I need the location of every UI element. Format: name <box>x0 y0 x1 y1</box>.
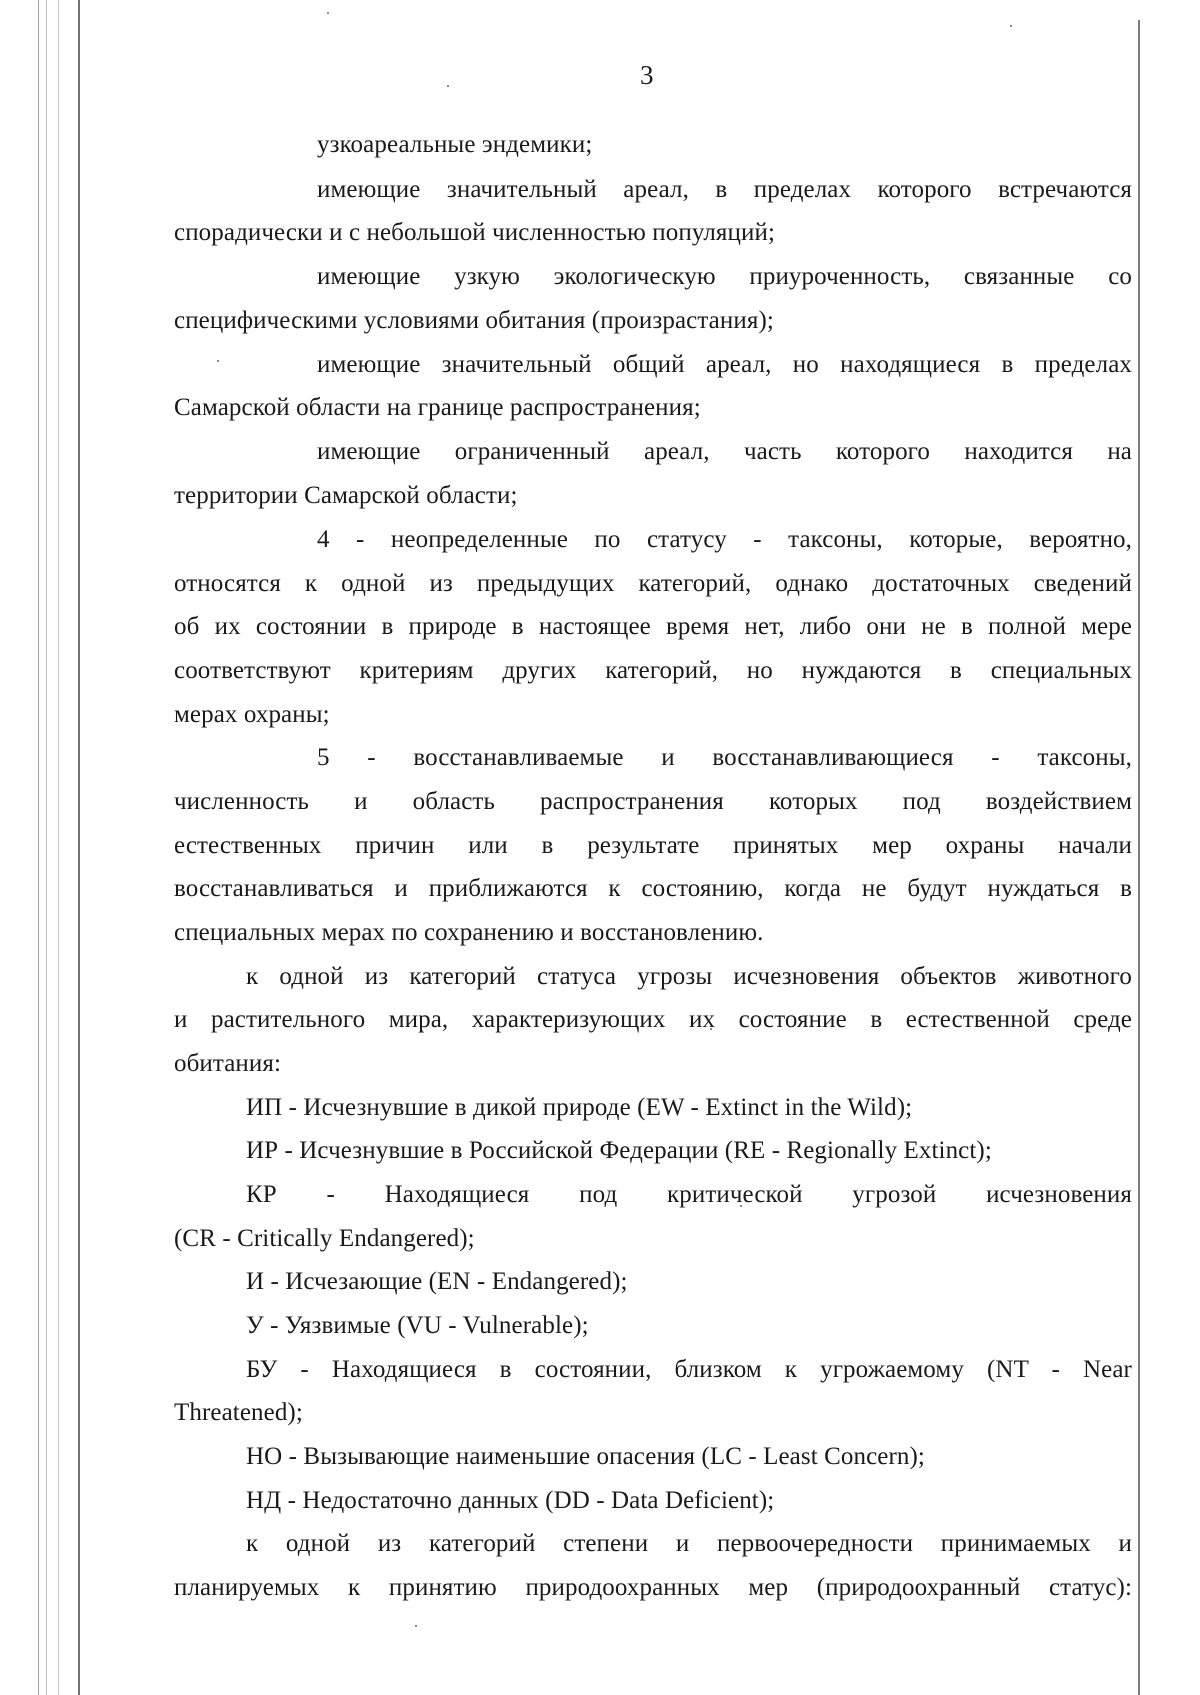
text-line: и растительного мира, характеризующих их состояние в естественной среде <box>174 1006 1132 1033</box>
text-line: мерах охраны; <box>174 701 330 728</box>
text-line: восстанавливаться и приближаются к состоянию, когда не будут нуждаться в <box>174 875 1132 902</box>
scan-speck <box>327 12 329 14</box>
text-line: (CR - Critically Endangered); <box>174 1225 475 1252</box>
text-line: спорадически и с небольшой численностью популяций; <box>174 219 775 246</box>
text-line: 4 - неопределенные по статусу - таксоны, которые, вероятно, <box>317 526 1132 553</box>
text-line: планируемых к принятию природоохранных мер (природоохранный статус): <box>174 1574 1132 1601</box>
text-line: об их состоянии в природе в настоящее время нет, либо они не в полной мере <box>174 613 1132 640</box>
text-line: Самарской области на границе распространения; <box>174 394 701 421</box>
text-line: И - Исчезающие (EN - Endangered); <box>246 1268 628 1295</box>
text-line: ИП - Исчезнувшие в дикой природе (EW - Extinct in the Wild); <box>246 1094 913 1121</box>
text-line: У - Уязвимые (VU - Vulnerable); <box>246 1312 589 1339</box>
text-line: численность и область распространения которых под воздействием <box>174 788 1132 815</box>
scan-binding-line <box>78 0 80 1695</box>
text-line: соответствуют критериям других категорий, но нуждаются в специальных <box>174 657 1132 684</box>
text-line: КР - Находящиеся под критической угрозой исчезновения <box>246 1181 1132 1208</box>
text-line: имеющие значительный общий ареал, но находящиеся в пределах <box>317 351 1132 378</box>
scan-binding-line <box>46 0 47 1695</box>
text-line: 5 - восстанавливаемые и восстанавливающиеся - таксоны, <box>317 744 1132 771</box>
text-line: НО - Вызывающие наименьшие опасения (LC - Least Concern); <box>246 1443 925 1470</box>
text-line: имеющие значительный ареал, в пределах которого встречаются <box>317 176 1132 203</box>
text-line: ИР - Исчезнувшие в Российской Федерации (RE - Regionally Extinct); <box>246 1137 992 1164</box>
text-line: специфическими условиями обитания (произрастания); <box>174 307 774 334</box>
scan-speck <box>1010 25 1012 27</box>
scan-binding-line <box>58 0 59 1695</box>
text-line: к одной из категорий статуса угрозы исчезновения объектов животного <box>246 963 1132 990</box>
text-line: к одной из категорий степени и первоочередности принимаемых и <box>246 1530 1132 1557</box>
scan-edge-line <box>1138 20 1140 1695</box>
text-line: естественных причин или в результате принятых мер охраны начали <box>174 832 1132 859</box>
text-line: имеющие ограниченный ареал, часть которого находится на <box>317 438 1132 465</box>
text-line: специальных мерах по сохранению и восстановлению. <box>174 919 764 946</box>
text-line: БУ - Находящиеся в состоянии, близком к угрожаемому (NT - Near <box>246 1356 1132 1383</box>
scan-speck <box>447 85 449 87</box>
text-line: узкоареальные эндемики; <box>317 131 593 158</box>
scan-speck <box>415 1625 417 1627</box>
text-line: имеющие узкую экологическую приуроченность, связанные со <box>317 263 1132 290</box>
text-line: НД - Недостаточно данных (DD - Data Deficient); <box>246 1487 775 1514</box>
text-line: относятся к одной из предыдущих категорий, однако достаточных сведений <box>174 570 1132 597</box>
scan-binding-line <box>38 0 39 1695</box>
text-line: обитания: <box>174 1050 282 1077</box>
scan-speck <box>217 360 219 362</box>
text-line: территории Самарской области; <box>174 482 518 509</box>
page-number: 3 <box>640 60 654 90</box>
text-line: Threatened); <box>174 1399 303 1426</box>
